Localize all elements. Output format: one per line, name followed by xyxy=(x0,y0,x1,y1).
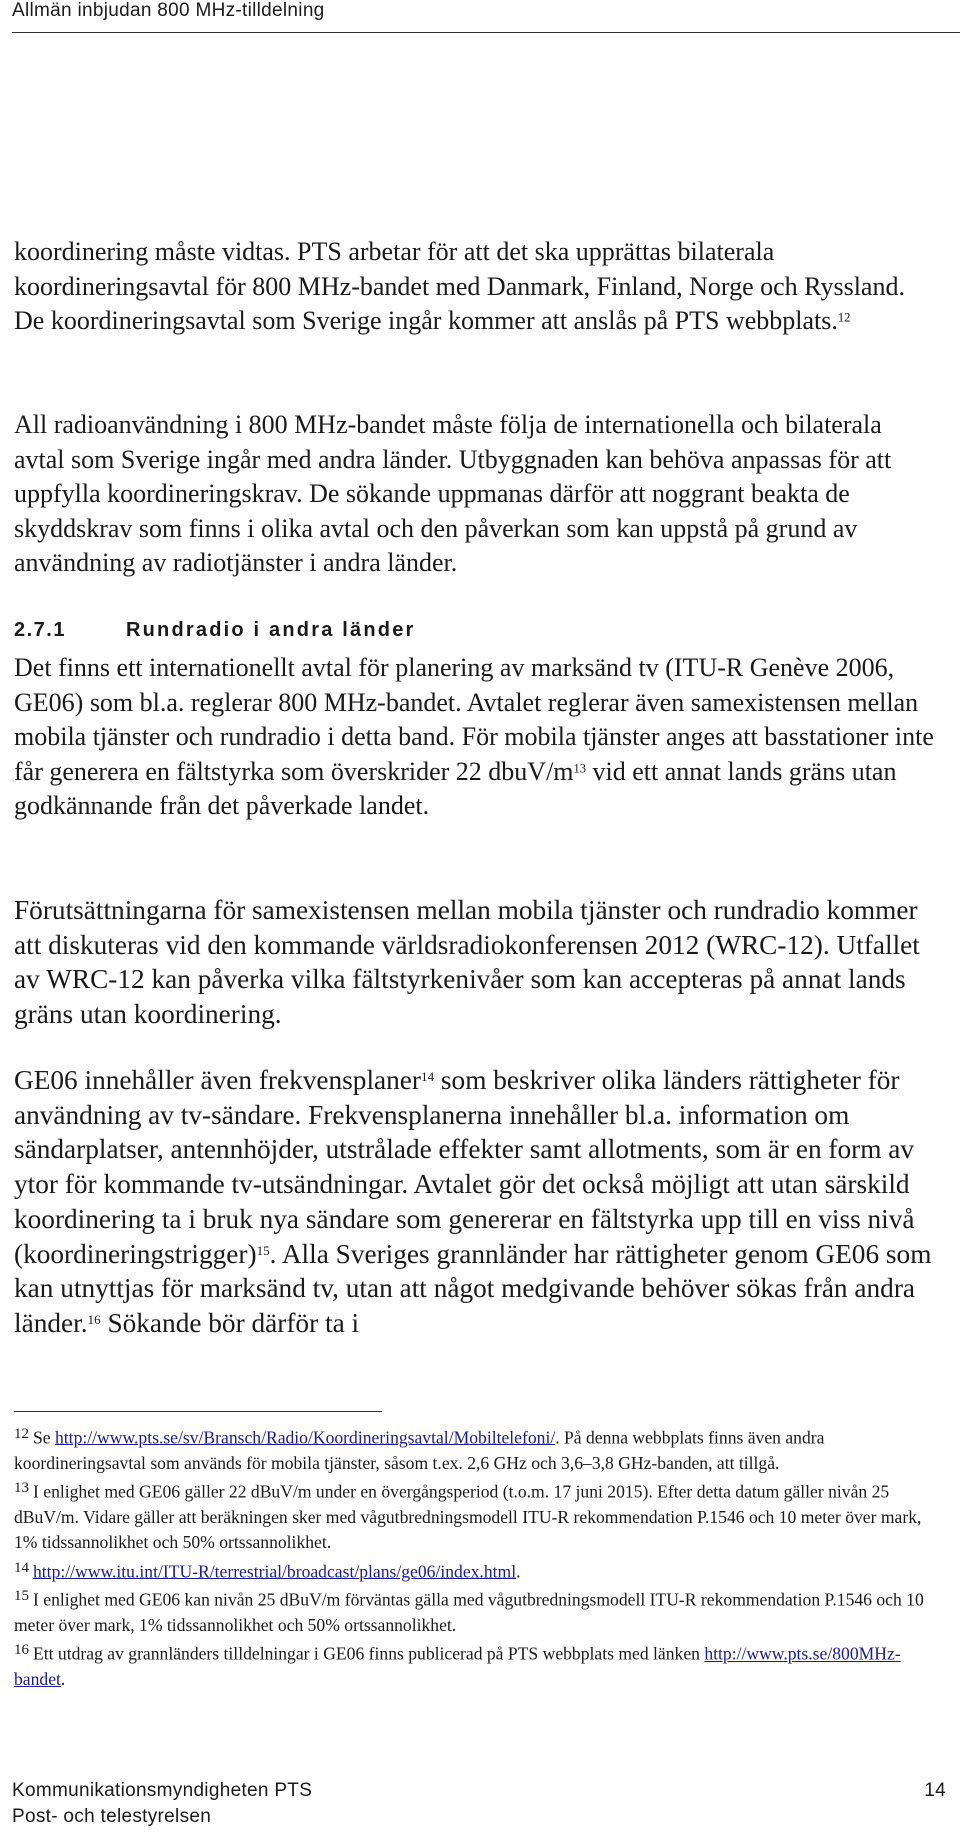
footnote-separator xyxy=(14,1411,382,1412)
paragraph-wrc12: Förutsättningarna för samexistensen mellan mobila tjänster och rundradio kommer att diskuteras vid den kommande världsradiokonferensen 2012 (WRC-12). Utfallet av WRC-12 kan påverka vilka fältstyrkenivåer som kan accepteras på annat lands gräns utan koordinering. xyxy=(14,895,920,1030)
page-number: 14 xyxy=(924,1780,946,1801)
running-header xyxy=(12,0,960,33)
footnote-14 xyxy=(14,1556,944,1585)
paragraph-plans-text-d: Sökande bör därför ta i xyxy=(100,1307,360,1338)
footnote-15-number: 15 xyxy=(14,1588,29,1605)
footnote-15 xyxy=(14,1584,944,1638)
section-number: 2.7.1 xyxy=(14,619,66,641)
section-title: Rundradio i andra länder xyxy=(126,619,416,641)
paragraph-coordination xyxy=(14,235,934,339)
paragraph-coordination-text: koordinering måste vidtas. PTS arbetar för att det ska upprättas bilaterala koordineringsavtal för 800 MHz-bandet med Danmark, Finland, Norge och Ryssland. De koordineringsavtal som Sverige ingår kommer att anslås på PTS webbplats. xyxy=(14,237,905,335)
footnote-ref-13[interactable]: 13 xyxy=(573,760,586,775)
paragraph-ge06-broadcast xyxy=(14,651,934,824)
header-title: Allmän inbjudan 800 MHz-tilldelning xyxy=(12,0,325,21)
footnote-12-prefix: Se xyxy=(33,1427,55,1448)
footnote-14-text: . xyxy=(516,1560,521,1581)
footnote-13 xyxy=(14,1476,944,1555)
footnote-16-suffix: . xyxy=(60,1668,66,1689)
footer-organization: Kommunikationsmyndigheten PTS xyxy=(12,1780,313,1801)
footer-row-1 xyxy=(12,1778,946,1804)
paragraph-plans-text-c: . Alla Sveriges grannländer har rättigheter genom GE06 som kan utnyttjas för marksänd tv, utan att något medgivande behöver sökas från andra länder. xyxy=(14,1238,932,1338)
section-heading xyxy=(14,618,934,642)
footnote-12 xyxy=(14,1422,944,1476)
footnote-ref-15[interactable]: 15 xyxy=(256,1242,270,1258)
paragraph-agreements: All radioanvändning i 800 MHz-bandet måste följa de internationella och bilaterala avtal som Sverige ingår med andra länder. Utbyggnaden kan behöva anpassas för att uppfylla koordineringskrav. De sökande uppmanas därför att noggrant beakta de skyddskrav som finns i olika avtal och den påverkan som kan uppstå på grund av användning av radiotjänster i andra länder. xyxy=(14,410,892,577)
paragraph-ge06-text-b: vid ett annat lands gräns utan godkännande från det påverkade landet. xyxy=(14,756,897,820)
footnote-14-link[interactable]: http://www.itu.int/ITU-R/terrestrial/broadcast/plans/ge06/index.html xyxy=(33,1560,517,1581)
page-footer xyxy=(12,1778,946,1830)
footnote-ref-14[interactable]: 14 xyxy=(421,1068,435,1084)
footnotes xyxy=(14,1422,944,1692)
footer-row-2 xyxy=(12,1804,946,1830)
footnote-ref-12[interactable]: 12 xyxy=(837,310,851,325)
footnote-16-link[interactable]: http://www.pts.se/800MHz-bandet xyxy=(14,1643,901,1689)
footnote-16-number: 16 xyxy=(14,1642,29,1659)
footnote-12-number: 12 xyxy=(14,1426,29,1442)
paragraph-plans-text-b: som beskriver olika länders rättigheter för användning av tv-sändare. Frekvensplanerna innehåller bl.a. information om sändarplatser, antennhöjder, utstrålade effekter samt allotments, som är en form av ytor för kommande tv-utsändningar. Avtalet gör det också möjligt att utan särskild koordinering ta i bruk nya sändare som genererar en fältstyrka upp till en viss nivå (koordineringstrigger) xyxy=(14,1065,915,1269)
footnote-12-text: . På denna webbplats finns även andra koordineringsavtal som används för mobila tjänster, såsom t.ex. 2,6 GHz och 3,6–3,8 GHz-banden, att tillgå. xyxy=(14,1427,825,1473)
footnote-14-number: 14 xyxy=(14,1559,29,1576)
paragraph-ge06-text-a: Det finns ett internationellt avtal för planering av marksänd tv (ITU-R Genève 2006, GE06) som bl.a. reglerar 800 MHz-bandet. Avtalet reglerar även samexistensen mellan mobila tjänster och rundradio i detta band. För mobila tjänster anges att basstationer inte får generera en fältstyrka som överskrider 22 dbuV/m xyxy=(14,653,934,786)
footnote-ref-16[interactable]: 16 xyxy=(87,1311,101,1327)
footnote-13-number: 13 xyxy=(14,1480,29,1497)
paragraph-plans-text-a: GE06 innehåller även frekvensplaner xyxy=(14,1065,422,1095)
footnote-12-link[interactable]: http://www.pts.se/sv/Bransch/Radio/Koordineringsavtal/Mobiltelefoni/ xyxy=(55,1427,556,1448)
paragraph-frequency-plans xyxy=(14,1063,934,1341)
footnote-16 xyxy=(14,1638,944,1692)
footnote-16-text: Ett utdrag av grannländers tilldelningar i GE06 finns publicerad på PTS webbplats med länken xyxy=(33,1643,705,1664)
footer-organization-swedish: Post- och telestyrelsen xyxy=(12,1806,212,1827)
footnote-15-text: I enlighet med GE06 kan nivån 25 dBuV/m förväntas gälla med vågutbredningsmodell ITU-R rekommendation P.1546 och 10 meter över mark, 1% tidssannolikhet och 50% ortssannolikhet. xyxy=(14,1589,924,1635)
footnote-13-text: I enlighet med GE06 gäller 22 dBuV/m under en övergångsperiod (t.o.m. 17 juni 2015). Efter detta datum gäller nivån 25 dBuV/m. Vidare gäller att beräkningen sker med vågutbredningsmodell ITU-R rekommendation P.1546 och 10 meter över mark, 1% tidssannolikhet och 50% ortssannolikhet. xyxy=(14,1481,922,1553)
